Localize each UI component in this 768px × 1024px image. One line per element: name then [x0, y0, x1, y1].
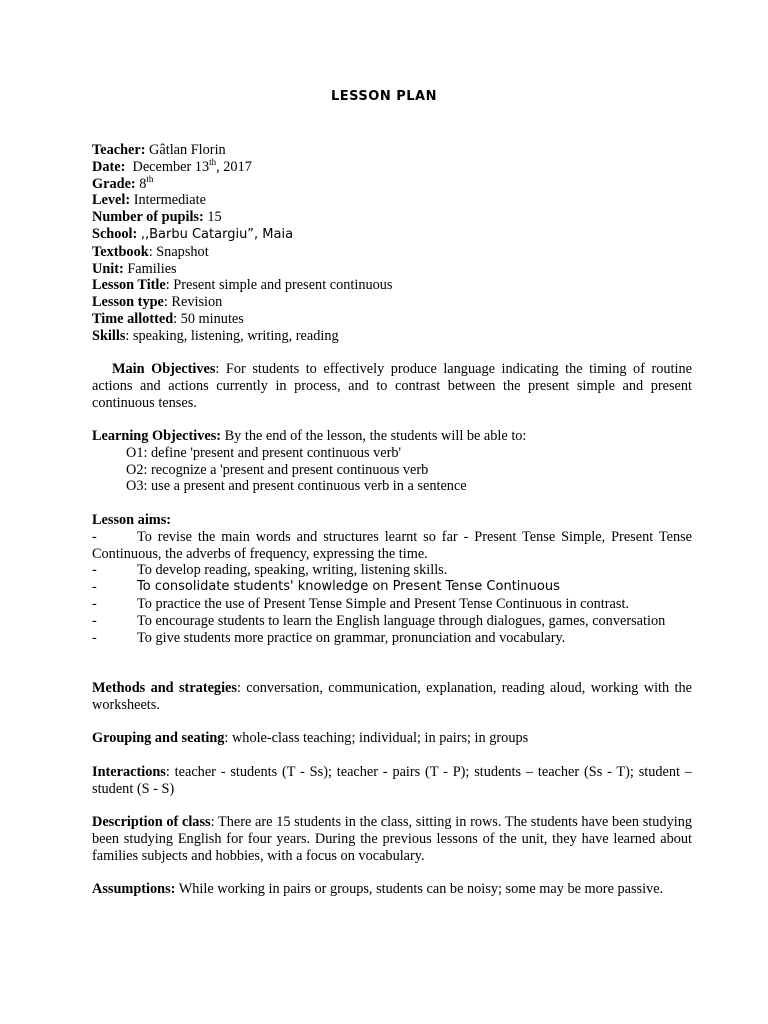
page-title: LESSON PLAN	[330, 89, 437, 104]
aim-item: - To revise the main words and structures learnt so far - Present Tense Simple, Present Tense Continuous, the adverbs of frequency, expressing the time.	[92, 528, 692, 562]
skills-line: Skills: speaking, listening, writing, reading	[92, 327, 339, 344]
aim-item: - To practice the use of Present Tense Simple and Present Tense Continuous in contrast.	[92, 595, 629, 612]
objective-item: O1: define 'present and present continuous verb'	[126, 444, 402, 461]
grade-line: Grade: 8th	[92, 173, 154, 192]
learning-objectives: Learning Objectives: By the end of the lesson, the students will be able to: O1: define 'present and present continuous verb' O2: recognize a 'present and present continuous verb O3: use a present and present continuous verb in a sentence	[92, 428, 692, 495]
lesson-aims: Lesson aims: - To revise the main words and structures learnt so far - Present Tense Simple, Present Tense Continuous, the adverbs of frequency, expressing the time. - To develop reading, speaking, writing, listening skills. - To consolidate students' knowledge on Present Tense Continuous - To practice the use of Present Tense Simple and Present Tense Continuous in contrast. - To encourage students to learn the English language through dialogues, games, conversation - To give students more practice on grammar, pronunciation and vocabulary.	[92, 512, 692, 646]
objective-item: O2: recognize a 'present and present continuous verb	[126, 461, 429, 478]
teacher-line: Teacher: Gâtlan Florin	[92, 142, 226, 158]
main-objectives: Main Objectives: For students to effectively produce language indicating the timing of routine actions and actions currently in process, and to contrast between the present simple and present continuous tenses.	[92, 361, 692, 411]
level-line: Level: Intermediate	[92, 192, 206, 209]
aim-item: - To consolidate students' knowledge on Present Tense Continuous	[92, 579, 560, 596]
description-of-class: Description of class: There are 15 students in the class, sitting in rows. The students have been studying been studying English for four years. During the previous lessons of the unit, they have learned about families subjects and hobbies, with a focus on vocabulary.	[92, 814, 692, 864]
lesson-type-line: Lesson type: Revision	[92, 294, 223, 311]
aim-item: - To give students more practice on grammar, pronunciation and vocabulary.	[92, 629, 566, 646]
assumptions: Assumptions: While working in pairs or groups, students can be noisy; some may be more passive.	[92, 881, 664, 897]
lesson-title-line: Lesson Title: Present simple and present continuous	[92, 277, 393, 294]
interactions: Interactions: teacher - students (T - Ss); teacher - pairs (T - P); students – teacher (Ss - T); student – student (S - S)	[92, 764, 692, 797]
time-line: Time allotted: 50 minutes	[92, 310, 244, 327]
grouping-and-seating: Grouping and seating: whole-class teaching; individual; in pairs; in groups	[92, 730, 529, 746]
textbook-line: Textbook: Snapshot	[92, 243, 209, 260]
pupils-line: Number of pupils: 15	[92, 209, 222, 226]
lesson-info	[92, 142, 692, 345]
aim-item: - To develop reading, speaking, writing, listening skills.	[92, 562, 448, 579]
methods-and-strategies: Methods and strategies: conversation, communication, explanation, reading aloud, working with the worksheets.	[92, 680, 692, 713]
objective-item: O3: use a present and present continuous verb in a sentence	[126, 478, 467, 495]
aim-item: - To encourage students to learn the English language through dialogues, games, conversation	[92, 612, 666, 629]
date-line: Date: December 13th, 2017	[92, 157, 252, 175]
school-line: School: ,,Barbu Catargiu”, Maia	[92, 225, 294, 242]
unit-line: Unit: Families	[92, 260, 177, 277]
